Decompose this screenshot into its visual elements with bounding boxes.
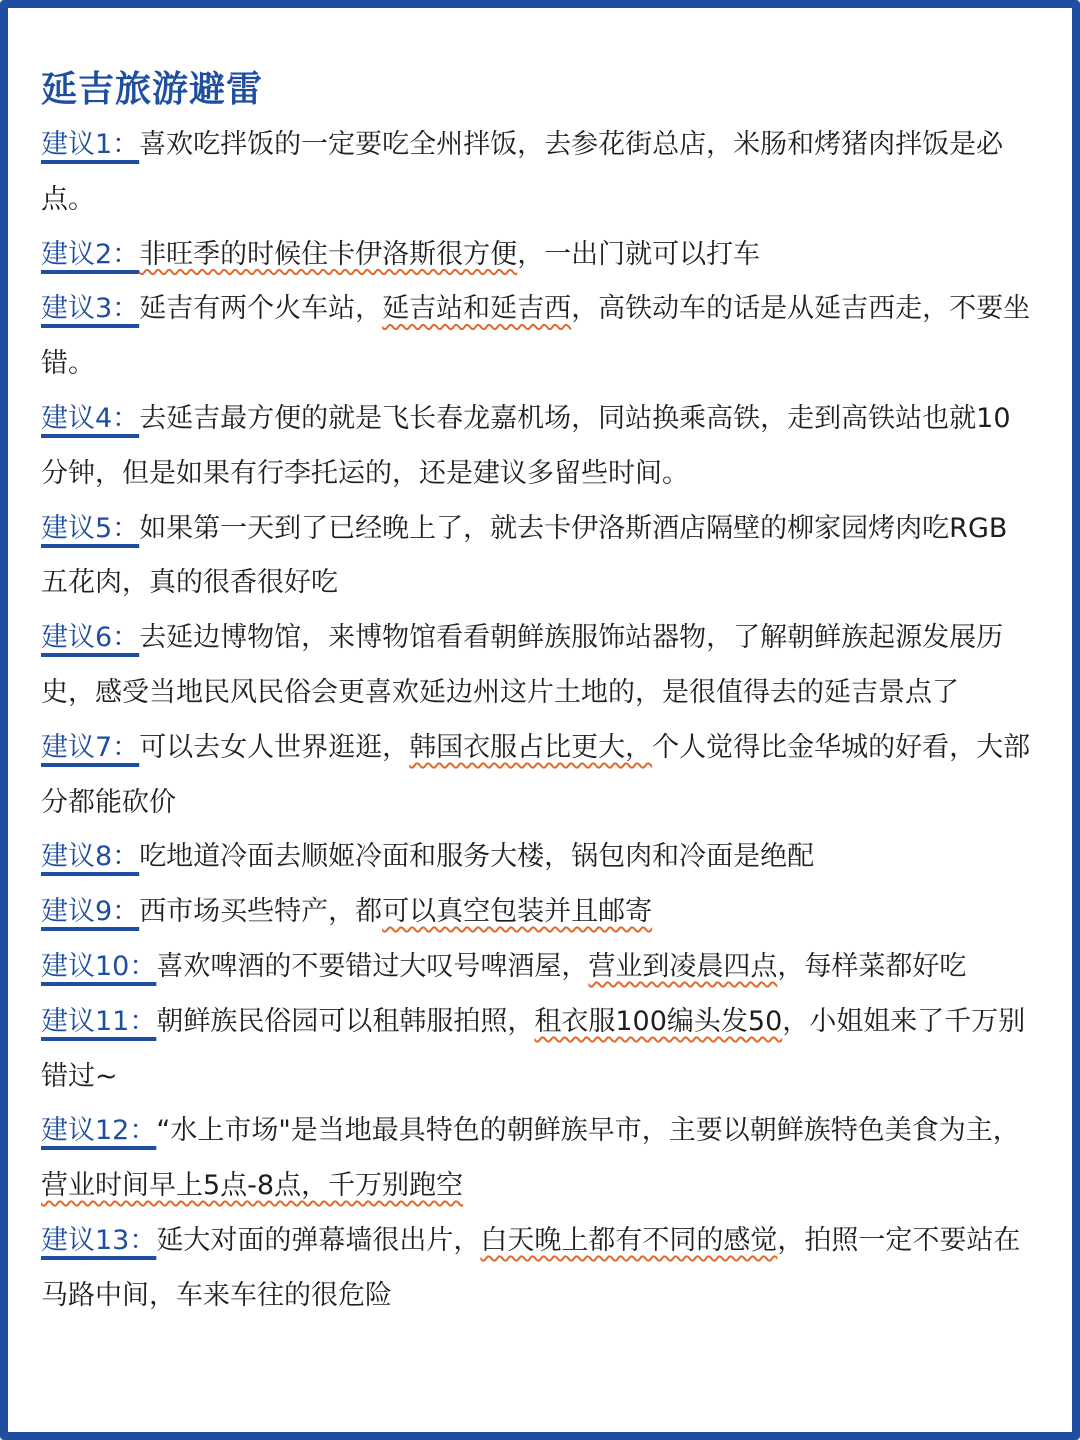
tip-1 — [41, 118, 1031, 228]
travel-tips-document — [41, 64, 1031, 1324]
tip-7 — [41, 721, 1031, 831]
tip-label: 建议3： — [41, 293, 140, 325]
tip-12 — [41, 1104, 1031, 1214]
tip-6 — [41, 611, 1031, 721]
tip-8 — [41, 830, 1031, 885]
tip-label: 建议9： — [41, 896, 140, 928]
tip-text: ，一出门就可以打车 — [517, 238, 761, 270]
tip-text: 西市场买些特产，都 — [139, 896, 383, 928]
tip-4 — [41, 392, 1031, 502]
tip-label: 建议13： — [41, 1224, 157, 1256]
tip-label: 建议10： — [41, 950, 157, 982]
tip-text: “水上市场"是当地最具特色的朝鲜族早市，主要以朝鲜族特色美食为主， — [156, 1115, 1020, 1147]
tip-label: 建议4： — [41, 402, 140, 434]
tip-highlight: 可以真空包装并且邮寄 — [382, 896, 653, 928]
tip-label: 建议1： — [41, 129, 140, 160]
tip-text: 去延吉最方便的就是飞长春龙嘉机场，同站换乘高铁，走到高铁站也就10分钟，但是如果有行李托运的，还是建议多留些时间。 — [41, 402, 1011, 489]
tip-text: 朝鲜族民俗园可以租韩服拍照， — [156, 1005, 535, 1037]
tip-text: 去延边博物馆，来博物馆看看朝鲜族服饰站器物，了解朝鲜族起源发展历史，感受当地民风民俗会更喜欢延边州这片土地的，是很值得去的延吉景点了 — [41, 622, 1004, 708]
tip-label: 建议2： — [41, 238, 140, 270]
page-title: 延吉旅游避雷 — [41, 69, 264, 110]
tip-9 — [41, 885, 1031, 940]
tip-label: 建议11： — [41, 1005, 157, 1037]
tip-2 — [41, 228, 1031, 283]
tip-13 — [41, 1214, 1031, 1324]
tip-highlight: 延吉站和延吉西 — [382, 293, 572, 325]
tip-3 — [41, 282, 1031, 392]
tip-text: 延吉有两个火车站， — [139, 293, 383, 325]
tip-highlight: 营业到凌晨四点 — [588, 950, 778, 982]
tip-label: 建议8： — [41, 841, 140, 873]
tip-11 — [41, 995, 1031, 1105]
tip-label: 建议12： — [41, 1115, 157, 1147]
tip-label: 建议5： — [41, 512, 140, 544]
tip-text: ，小姐姐来了千万别错过~ — [41, 1005, 1026, 1092]
tip-text: 吃地道冷面去顺姬冷面和服务大楼，锅包肉和冷面是绝配 — [139, 841, 815, 873]
tip-text: 喜欢吃拌饭的一定要吃全州拌饭，去参花街总店，米肠和烤猪肉拌饭是必点。 — [41, 129, 1004, 215]
tip-highlight: 营业时间早上5点-8点，千万别跑空 — [41, 1170, 464, 1202]
tip-highlight: 租衣服100编头发50 — [534, 1005, 783, 1037]
tip-text: ，高铁动车的话是从延吉西走，不要坐错。 — [41, 293, 1031, 380]
tip-highlight: 非旺季的时候住卡伊洛斯很方便 — [139, 238, 518, 270]
tip-text: 个人觉得比金华城的好看，大部分都能砍价 — [41, 731, 1031, 818]
tip-text: 可以去女人世界逛逛， — [139, 731, 410, 763]
tip-label: 建议6： — [41, 622, 140, 654]
tip-text: ，拍照一定不要站在马路中间，车来车往的很危险 — [41, 1224, 1021, 1311]
tip-5 — [41, 502, 1031, 612]
tip-text: 延大对面的弹幕墙很出片， — [156, 1224, 481, 1256]
tip-highlight: 韩国衣服占比更大， — [409, 731, 653, 763]
tip-text: ，每样菜都好吃 — [777, 950, 967, 982]
tip-10 — [41, 940, 1031, 995]
tip-highlight: 白天晚上都有不同的感觉 — [480, 1224, 778, 1256]
tip-text: 喜欢啤酒的不要错过大叹号啤酒屋， — [156, 950, 589, 982]
tip-label: 建议7： — [41, 731, 140, 763]
tip-text: 如果第一天到了已经晚上了，就去卡伊洛斯酒店隔壁的柳家园烤肉吃RGB五花肉，真的很香很好吃 — [41, 512, 1008, 599]
